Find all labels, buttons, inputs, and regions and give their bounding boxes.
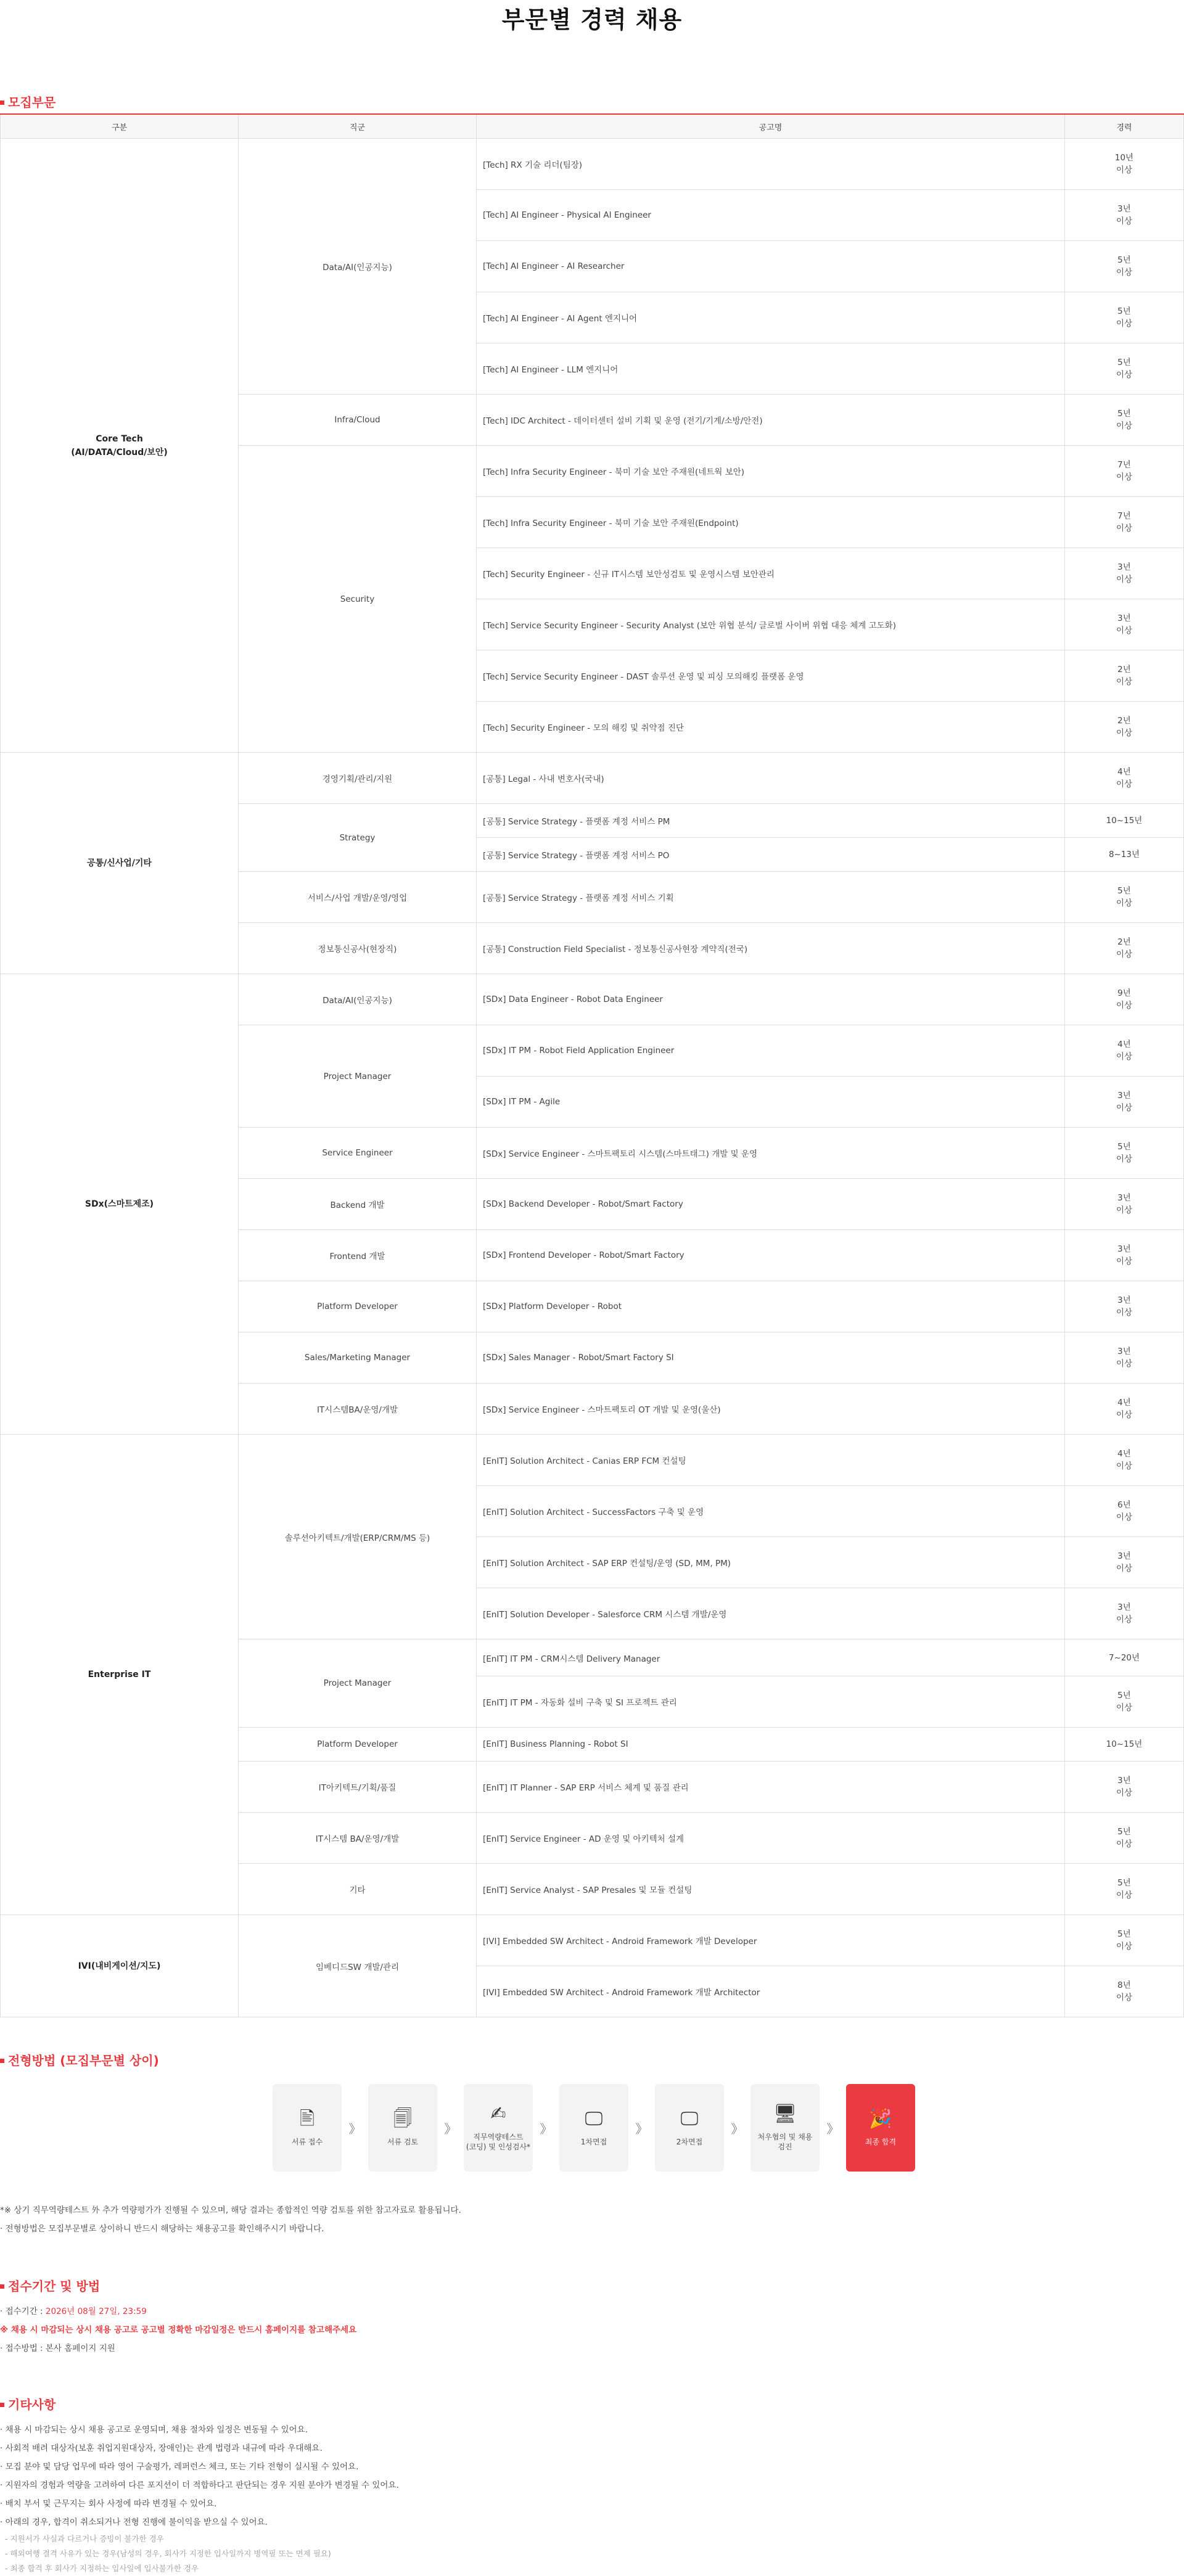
apply-method: · 접수방법 : 본사 홈페이지 지원 (0, 2344, 115, 2353)
experience-suffix: 이상 (1116, 1359, 1133, 1369)
etc-sub-item: - 해외여행 결격 사유가 있는 경우(남성의 경우, 회사가 지정한 입사일까지 병역필 또는 면제 필요) (5, 2549, 331, 2558)
deadline-label: · 접수기간 : (0, 2307, 46, 2316)
contract-icon: 🖥 (773, 2103, 797, 2125)
experience-suffix: 이상 (1116, 1615, 1133, 1625)
experience-suffix: 이상 (1116, 950, 1133, 959)
experience-cell (1065, 1588, 1184, 1639)
section-title-etc (0, 2393, 1184, 2416)
posting-title[interactable]: [EnIT] Solution Architect - Canias ERP FCM 컨설팅 (477, 1435, 1065, 1486)
posting-title[interactable]: [Tech] Infra Security Engineer - 북미 기술 보안 주재원(네트웍 보안) (477, 446, 1065, 497)
posting-title[interactable]: [Tech] Service Security Engineer - DAST 솔루션 운영 및 피싱 모의해킹 플랫폼 운영 (477, 650, 1065, 702)
section-title-process (0, 2049, 1184, 2072)
experience-suffix: 이상 (1116, 728, 1133, 738)
experience-cell (1065, 1676, 1184, 1728)
posting-title[interactable]: [Tech] Service Security Engineer - Security Analyst (보안 위협 분석/ 글로벌 사이버 위협 대응 체계 고도화) (477, 599, 1065, 650)
experience-value: 3년 (1117, 1091, 1131, 1101)
job-cell: Security (239, 446, 477, 753)
experience-cell (1065, 702, 1184, 753)
experience-value: 3년 (1117, 1295, 1131, 1305)
experience-value: 8년 (1117, 1980, 1131, 1990)
experience-value: 4년 (1117, 1040, 1131, 1049)
experience-value: 2년 (1117, 937, 1131, 947)
experience-suffix: 이상 (1116, 1512, 1133, 1522)
posting-title[interactable]: [Tech] Infra Security Engineer - 북미 기술 보안 주재원(Endpoint) (477, 497, 1065, 548)
experience-suffix: 이상 (1116, 523, 1133, 533)
table-body (1, 139, 1184, 2017)
experience-value: 3년 (1117, 1776, 1131, 1786)
experience-cell (1065, 872, 1184, 923)
experience-suffix: 이상 (1116, 1103, 1133, 1113)
experience-value: 5년 (1117, 306, 1131, 316)
posting-title[interactable]: [EnIT] Business Planning - Robot SI (477, 1728, 1065, 1762)
group-cell: Core Tech (AI/DATA/Cloud/보안) (1, 139, 239, 753)
posting-title[interactable]: [Tech] Security Engineer - 모의 해킹 및 취약점 진단 (477, 702, 1065, 753)
recruit-table (0, 113, 1184, 2017)
experience-suffix: 이상 (1116, 1564, 1133, 1573)
chevron-right-icon: 》 (348, 2121, 361, 2136)
experience-cell (1065, 1762, 1184, 1813)
posting-title[interactable]: [Tech] Security Engineer - 신규 IT시스템 보안성검토 및 운영시스템 보안관리 (477, 548, 1065, 599)
etc-sub-item: - 최종 합격 후 회사가 지정하는 입사일에 입사불가한 경우 (5, 2564, 199, 2573)
posting-title[interactable]: [공통] Service Strategy - 플랫폼 계정 서비스 PM (477, 804, 1065, 838)
posting-title[interactable]: [Tech] AI Engineer - Physical AI Engineer (477, 190, 1065, 241)
job-cell: Strategy (239, 804, 477, 872)
experience-cell (1065, 190, 1184, 241)
experience-suffix: 이상 (1116, 898, 1133, 908)
experience-value: 3년 (1117, 1347, 1131, 1356)
experience-value: 10년 (1114, 153, 1134, 163)
experience-cell (1065, 1728, 1184, 1762)
column-header: 직군 (239, 114, 477, 139)
experience-suffix: 이상 (1116, 1205, 1133, 1215)
experience-suffix: 이상 (1116, 319, 1133, 329)
celebration-icon: 🎉 (869, 2108, 892, 2130)
experience-value: 5년 (1117, 358, 1131, 367)
process-steps (0, 2072, 1184, 2201)
table-header-row (1, 114, 1184, 139)
experience-cell (1065, 497, 1184, 548)
posting-title[interactable]: [SDx] IT PM - Agile (477, 1077, 1065, 1128)
experience-cell (1065, 1435, 1184, 1486)
experience-suffix: 이상 (1116, 1942, 1133, 1951)
chevron-right-icon: 》 (540, 2121, 553, 2136)
job-cell: 서비스/사업 개발/운영/영업 (239, 872, 477, 923)
experience-value: 10~15년 (1106, 816, 1143, 826)
posting-title[interactable]: [SDx] Backend Developer - Robot/Smart Factory (477, 1179, 1065, 1230)
posting-title[interactable]: [EnIT] Solution Architect - SuccessFactors 구축 및 운영 (477, 1486, 1065, 1537)
posting-title[interactable]: [EnIT] Solution Developer - Salesforce CRM 시스템 개발/운영 (477, 1588, 1065, 1639)
section-label: 기타사항 (8, 2397, 56, 2412)
experience-value: 4년 (1117, 1398, 1131, 1408)
experience-suffix: 이상 (1116, 1993, 1133, 2003)
process-step (846, 2084, 915, 2172)
job-cell: Platform Developer (239, 1281, 477, 1332)
experience-suffix: 이상 (1116, 1001, 1133, 1011)
process-step (750, 2084, 820, 2172)
experience-value: 5년 (1117, 409, 1131, 419)
job-cell: 솔루션아키텍트/개발(ERP/CRM/MS 등) (239, 1435, 477, 1639)
job-cell: Frontend 개발 (239, 1230, 477, 1281)
posting-title[interactable]: [SDx] Service Engineer - 스마트팩토리 시스템(스마트태그) 개발 및 운영 (477, 1128, 1065, 1179)
experience-value: 5년 (1117, 886, 1131, 896)
etc-item: · 배치 부서 및 근무지는 회사 사정에 따라 변경될 수 있어요. (0, 2499, 217, 2509)
experience-suffix: 이상 (1116, 1410, 1133, 1420)
experience-cell (1065, 292, 1184, 343)
experience-value: 2년 (1117, 665, 1131, 675)
etc-item: · 모집 분야 및 담당 업무에 따라 영어 구술평가, 레퍼런스 체크, 또는 기타 전형이 실시될 수 있어요. (0, 2462, 359, 2472)
experience-value: 5년 (1117, 255, 1131, 265)
job-cell: Backend 개발 (239, 1179, 477, 1230)
experience-cell (1065, 838, 1184, 872)
posting-title[interactable]: [SDx] Data Engineer - Robot Data Engineer (477, 974, 1065, 1025)
job-cell: IT아키텍트/기획/품질 (239, 1762, 477, 1813)
experience-suffix: 이상 (1116, 1890, 1133, 1900)
experience-suffix: 이상 (1116, 575, 1133, 585)
job-cell: Project Manager (239, 1025, 477, 1128)
period-info (0, 2302, 1184, 2358)
job-cell: Infra/Cloud (239, 395, 477, 446)
posting-title[interactable]: [EnIT] Service Engineer - AD 운영 및 아키텍처 설계 (477, 1813, 1065, 1864)
experience-value: 3년 (1117, 1244, 1131, 1254)
bullet-square-icon (0, 2284, 4, 2289)
posting-title[interactable]: [SDx] Frontend Developer - Robot/Smart Factory (477, 1230, 1065, 1281)
experience-suffix: 이상 (1116, 1703, 1133, 1713)
posting-title[interactable]: [공통] Service Strategy - 플랫폼 계정 서비스 기획 (477, 872, 1065, 923)
experience-cell (1065, 1128, 1184, 1179)
group-cell: IVI(내비게이션/지도) (1, 1915, 239, 2017)
posting-title[interactable]: [공통] Legal - 사내 변호사(국내) (477, 753, 1065, 804)
column-header: 공고명 (477, 114, 1065, 139)
experience-suffix: 이상 (1116, 216, 1133, 226)
bullet-square-icon (0, 2403, 4, 2407)
table-row (1, 139, 1184, 190)
experience-cell (1065, 753, 1184, 804)
experience-suffix: 이상 (1116, 1308, 1133, 1318)
experience-suffix: 이상 (1116, 626, 1133, 636)
posting-title[interactable]: [공통] Construction Field Specialist - 정보통신공사현장 계약직(전국) (477, 923, 1065, 974)
etc-item: · 지원자의 경험과 역량을 고려하여 다른 포지션이 더 적합하다고 판단되는 경우 지원 분야가 변경될 수 있어요. (0, 2480, 399, 2490)
posting-title[interactable]: [EnIT] IT PM - CRM시스템 Delivery Manager (477, 1639, 1065, 1676)
experience-value: 7년 (1117, 460, 1131, 470)
experience-cell (1065, 974, 1184, 1025)
posting-title[interactable]: [Tech] AI Engineer - AI Agent 엔지니어 (477, 292, 1065, 343)
experience-cell (1065, 1281, 1184, 1332)
experience-suffix: 이상 (1116, 421, 1133, 431)
section-label: 모집부문 (8, 95, 56, 110)
experience-value: 3년 (1117, 1551, 1131, 1561)
experience-value: 5년 (1117, 1929, 1131, 1939)
experience-value: 5년 (1117, 1142, 1131, 1152)
experience-cell (1065, 1537, 1184, 1588)
experience-cell (1065, 1384, 1184, 1435)
table-row (1, 1435, 1184, 1486)
experience-suffix: 이상 (1116, 1052, 1133, 1062)
experience-suffix: 이상 (1116, 1257, 1133, 1266)
experience-suffix: 이상 (1116, 370, 1133, 380)
deadline-warning: ※ 채용 시 마감되는 상시 채용 공고로 공고별 정확한 마감일정은 반드시 홈페이지를 참고해주세요 (0, 2325, 357, 2335)
job-cell: 경영기획/관리/지원 (239, 753, 477, 804)
experience-value: 3년 (1117, 562, 1131, 572)
process-step (655, 2084, 724, 2172)
etc-item: · 채용 시 마감되는 상시 채용 공고로 운영되며, 채용 절차와 일정은 변동될 수 있어요. (0, 2425, 308, 2435)
process-step-label: 서류 접수 (291, 2138, 323, 2146)
note-line: *※ 상기 직무역량테스트 外 추가 역량평가가 진행될 수 있으며, 해당 결과는 종합적인 역량 검토를 위한 참고자료로 활용됩니다. (0, 2205, 461, 2215)
experience-value: 4년 (1117, 1449, 1131, 1459)
note-line: · 전형방법은 모집부문별로 상이하니 반드시 해당하는 채용공고를 확인해주시기 바랍니다. (0, 2224, 324, 2234)
experience-value: 10~15년 (1106, 1739, 1143, 1749)
bullet-square-icon (0, 100, 4, 105)
experience-cell (1065, 446, 1184, 497)
experience-cell (1065, 1915, 1184, 1966)
experience-cell (1065, 804, 1184, 838)
job-cell: Data/AI(인공지능) (239, 139, 477, 395)
experience-suffix: 이상 (1116, 268, 1133, 277)
experience-suffix: 이상 (1116, 1839, 1133, 1849)
experience-suffix: 이상 (1116, 779, 1133, 789)
deadline-line (0, 2302, 1184, 2321)
interview-icon: 🖵 (680, 2108, 699, 2130)
job-cell: IT시스템 BA/운영/개발 (239, 1813, 477, 1864)
experience-cell (1065, 548, 1184, 599)
bullet-square-icon (0, 2059, 4, 2063)
experience-suffix: 이상 (1116, 165, 1133, 175)
column-header: 경력 (1065, 114, 1184, 139)
job-cell: IT시스템BA/운영/개발 (239, 1384, 477, 1435)
process-step-label: 1차면접 (580, 2138, 607, 2146)
section-title-period (0, 2275, 1184, 2297)
job-cell: 기타 (239, 1864, 477, 1915)
chevron-right-icon: 》 (444, 2121, 457, 2136)
experience-value: 7년 (1117, 511, 1131, 521)
experience-value: 9년 (1117, 988, 1131, 998)
table-row (1, 1915, 1184, 1966)
experience-cell (1065, 139, 1184, 190)
experience-value: 8~13년 (1108, 850, 1140, 859)
experience-cell (1065, 1077, 1184, 1128)
experience-suffix: 이상 (1116, 1788, 1133, 1798)
table-row (1, 753, 1184, 804)
experience-value: 6년 (1117, 1500, 1131, 1510)
experience-cell (1065, 395, 1184, 446)
posting-title[interactable]: [EnIT] IT PM - 자동화 설비 구축 및 SI 프로젝트 관리 (477, 1676, 1065, 1728)
process-steps-row (273, 2084, 915, 2172)
job-cell: Data/AI(인공지능) (239, 974, 477, 1025)
experience-value: 3년 (1117, 613, 1131, 623)
job-cell: Service Engineer (239, 1128, 477, 1179)
section-title-recruit (0, 91, 1184, 113)
interview-icon: 🖵 (585, 2108, 603, 2130)
process-notes (0, 2201, 1184, 2238)
experience-suffix: 이상 (1116, 677, 1133, 687)
chevron-right-icon: 》 (635, 2121, 648, 2136)
etc-sub-item: - 지원서가 사실과 다르거나 증빙이 불가한 경우 (5, 2534, 164, 2543)
experience-cell (1065, 1813, 1184, 1864)
job-cell: Sales/Marketing Manager (239, 1332, 477, 1384)
experience-value: 5년 (1117, 1691, 1131, 1700)
experience-value: 5년 (1117, 1827, 1131, 1837)
page-title: 부문별 경력 채용 (501, 6, 683, 33)
experience-value: 4년 (1117, 767, 1131, 777)
job-cell: 정보통신공사(현장직) (239, 923, 477, 974)
experience-cell (1065, 1332, 1184, 1384)
posting-title[interactable]: [SDx] Service Engineer - 스마트팩토리 OT 개발 및 운영(울산) (477, 1384, 1065, 1435)
experience-cell (1065, 923, 1184, 974)
etc-item: · 사회적 배려 대상자(보훈 취업지원대상자, 장애인)는 관계 법령과 내규에 따라 우대해요. (0, 2443, 323, 2453)
process-step (464, 2084, 533, 2172)
process-step-label: 처우협의 및 채용 검진 (757, 2133, 813, 2151)
posting-title[interactable]: [EnIT] Service Analyst - SAP Presales 및 모듈 컨설팅 (477, 1864, 1065, 1915)
job-cell: Project Manager (239, 1639, 477, 1728)
experience-suffix: 이상 (1116, 1461, 1133, 1471)
column-header: 구분 (1, 114, 239, 139)
job-cell: Platform Developer (239, 1728, 477, 1762)
process-step-label: 서류 검토 (387, 2138, 419, 2146)
etc-list (0, 2421, 1184, 2576)
group-cell: 공통/신사업/기타 (1, 753, 239, 974)
process-step-label: 최종 합격 (865, 2138, 897, 2146)
posting-title[interactable]: [EnIT] IT Planner - SAP ERP 서비스 체계 및 품질 관리 (477, 1762, 1065, 1813)
process-step (559, 2084, 628, 2172)
experience-suffix: 이상 (1116, 1154, 1133, 1164)
process-step (273, 2084, 342, 2172)
document-review-icon: 🗐 (393, 2108, 412, 2130)
experience-value: 3년 (1117, 1602, 1131, 1612)
experience-cell (1065, 1179, 1184, 1230)
posting-title[interactable]: [Tech] RX 기술 리더(팀장) (477, 139, 1065, 190)
process-step (368, 2084, 437, 2172)
posting-title[interactable]: [SDx] Platform Developer - Robot (477, 1281, 1065, 1332)
process-step-label: 직무역량테스트 (코딩) 및 인성검사* (466, 2133, 531, 2151)
section-label: 접수기간 및 방법 (8, 2279, 101, 2294)
group-cell: Enterprise IT (1, 1435, 239, 1915)
posting-title[interactable]: [공통] Service Strategy - 플랫폼 계정 서비스 PO (477, 838, 1065, 872)
posting-title[interactable]: [SDx] Sales Manager - Robot/Smart Factory SI (477, 1332, 1065, 1384)
experience-cell (1065, 343, 1184, 395)
posting-title[interactable]: [IVI] Embedded SW Architect - Android Framework 개발 Architector (477, 1966, 1065, 2017)
posting-title[interactable]: [IVI] Embedded SW Architect - Android Framework 개발 Developer (477, 1915, 1065, 1966)
experience-value: 7~20년 (1108, 1652, 1140, 1663)
process-step-label: 2차면접 (676, 2138, 703, 2146)
etc-item: · 아래의 경우, 합격이 취소되거나 전형 진행에 불이익을 받으실 수 있어요. (0, 2517, 268, 2527)
experience-value: 2년 (1117, 716, 1131, 726)
group-cell: SDx(스마트제조) (1, 974, 239, 1435)
test-icon: ✍ (490, 2103, 506, 2125)
posting-title[interactable]: [SDx] IT PM - Robot Field Application Engineer (477, 1025, 1065, 1077)
experience-cell (1065, 599, 1184, 650)
experience-cell (1065, 1230, 1184, 1281)
posting-title[interactable]: [EnIT] Solution Architect - SAP ERP 컨설팅/운영 (SD, MM, PM) (477, 1537, 1065, 1588)
posting-title[interactable]: [Tech] IDC Architect - 데이터센터 설비 기획 및 운영 (전기/기계/소방/안전) (477, 395, 1065, 446)
experience-cell (1065, 1966, 1184, 2017)
experience-cell (1065, 241, 1184, 292)
deadline-value: 2026년 08월 27일, 23:59 (45, 2307, 147, 2316)
experience-cell (1065, 1864, 1184, 1915)
experience-value: 5년 (1117, 1878, 1131, 1888)
experience-value: 3년 (1117, 1193, 1131, 1203)
posting-title[interactable]: [Tech] AI Engineer - AI Researcher (477, 241, 1065, 292)
job-cell: 임베디드SW 개발/관리 (239, 1915, 477, 2017)
experience-cell (1065, 650, 1184, 702)
experience-cell (1065, 1486, 1184, 1537)
experience-cell (1065, 1639, 1184, 1676)
table-row (1, 974, 1184, 1025)
posting-title[interactable]: [Tech] AI Engineer - LLM 엔지니어 (477, 343, 1065, 395)
chevron-right-icon: 》 (826, 2121, 839, 2136)
section-label: 전형방법 (모집부문별 상이) (8, 2053, 159, 2068)
chevron-right-icon: 》 (731, 2121, 744, 2136)
experience-cell (1065, 1025, 1184, 1077)
experience-value: 3년 (1117, 204, 1131, 214)
experience-suffix: 이상 (1116, 472, 1133, 482)
document-submit-icon: 🖹 (299, 2108, 315, 2130)
